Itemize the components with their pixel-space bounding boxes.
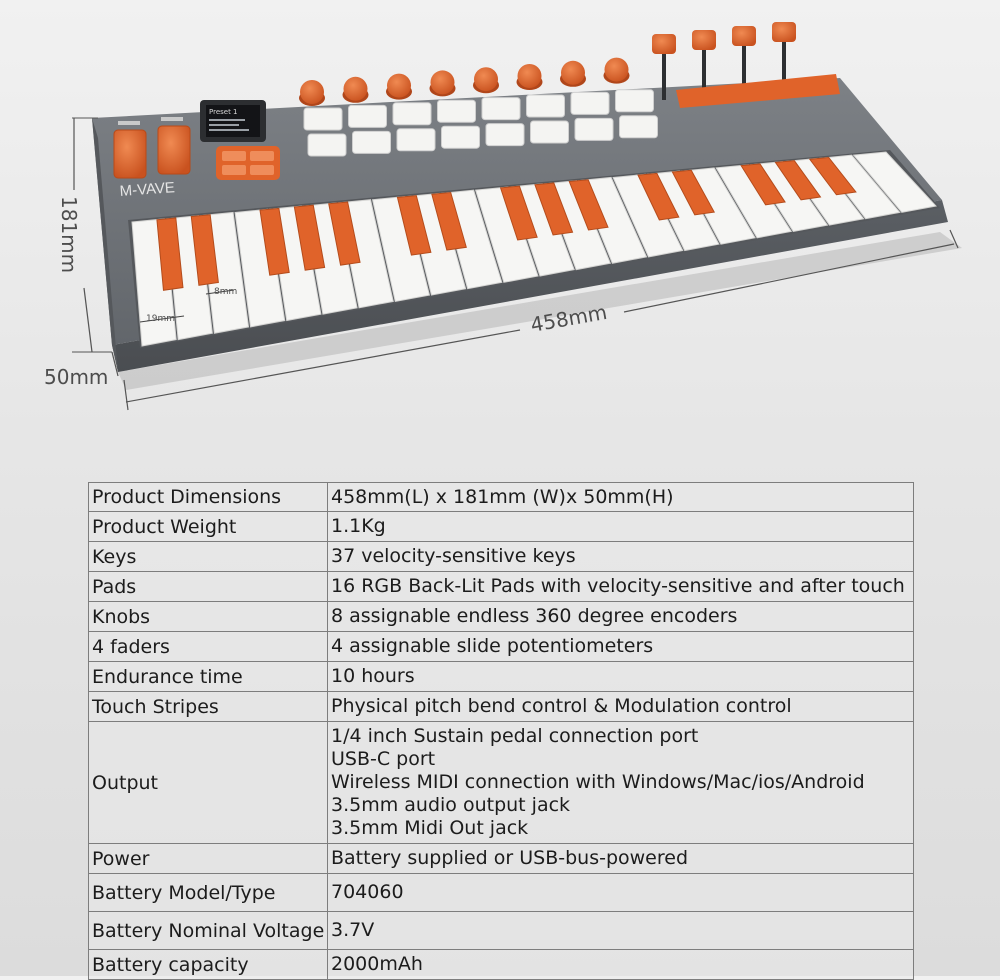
spec-row: [89, 602, 914, 632]
spec-label: Knobs: [89, 602, 328, 632]
fader-cap: [692, 30, 716, 50]
spec-value: [328, 602, 914, 632]
height-label: 181mm: [57, 196, 81, 274]
spec-value-line: 16 RGB Back-Lit Pads with velocity-sensitive and after touch: [331, 575, 905, 597]
encoder-knob: [387, 74, 411, 98]
spec-value-line: 3.7V: [331, 919, 375, 941]
spec-value-line: 1.1Kg: [331, 515, 386, 537]
spec-row: [89, 874, 914, 912]
spec-value-line: 2000mAh: [331, 953, 423, 975]
function-buttons: [216, 146, 280, 180]
encoder-knob: [431, 70, 455, 94]
spec-value-line: 1/4 inch Sustain pedal connection port: [331, 725, 699, 747]
spec-value-line: Physical pitch bend control & Modulation control: [331, 695, 792, 717]
spec-value-line: 37 velocity-sensitive keys: [331, 545, 576, 567]
white-key-width-label: 19mm: [146, 314, 175, 324]
spec-row: [89, 572, 914, 602]
drum-pad: [438, 100, 476, 122]
spec-value-line: Battery supplied or USB-bus-powered: [331, 847, 689, 869]
spec-label: Battery capacity: [89, 950, 328, 980]
encoder-knob: [300, 80, 324, 104]
encoder-knob: [474, 67, 498, 91]
spec-row: [89, 512, 914, 542]
spec-label: Touch Stripes: [89, 692, 328, 722]
spec-label: Keys: [89, 542, 328, 572]
spec-value-line: 704060: [331, 881, 404, 903]
drum-pad: [308, 134, 346, 156]
spec-label: Product Dimensions: [89, 483, 328, 512]
drum-pad: [482, 98, 520, 120]
spec-row: [89, 692, 914, 722]
spec-row: [89, 844, 914, 874]
spec-label: Power: [89, 844, 328, 874]
encoder-knob: [344, 77, 368, 101]
spec-label: Product Weight: [89, 512, 328, 542]
spec-value: [328, 722, 914, 844]
drum-pad: [527, 95, 565, 117]
display-preset-text: Preset 1: [209, 108, 238, 116]
spec-row: [89, 662, 914, 692]
spec-value-line: 10 hours: [331, 665, 415, 687]
drum-pad: [486, 124, 524, 146]
spec-value: [328, 572, 914, 602]
oled-display: [200, 100, 266, 142]
spec-value: [328, 912, 914, 950]
drum-pad: [616, 90, 654, 112]
spec-value: [328, 542, 914, 572]
m-vave-logo: M-VAVE: [119, 179, 176, 200]
specifications-table: [88, 482, 914, 980]
fader-cap: [772, 22, 796, 42]
depth-label: 50mm: [44, 365, 109, 389]
encoder-knob: [605, 58, 629, 82]
spec-row: [89, 542, 914, 572]
drum-pad: [349, 105, 387, 127]
dimension-depth: [44, 352, 118, 389]
spec-value: [328, 950, 914, 980]
spec-row: [89, 912, 914, 950]
spec-value-line: USB-C port: [331, 748, 436, 770]
spec-row: [89, 722, 914, 844]
spec-label: Endurance time: [89, 662, 328, 692]
spec-row: [89, 632, 914, 662]
spec-value-line: 3.5mm Midi Out jack: [331, 817, 529, 839]
length-label: 458mm: [528, 299, 609, 337]
spec-value: [328, 632, 914, 662]
drum-pad: [397, 129, 435, 151]
fader-cap: [732, 26, 756, 46]
spec-value: [328, 874, 914, 912]
drum-pad: [571, 92, 609, 114]
drum-pad: [531, 121, 569, 143]
spec-value-line: 458mm(L) x 181mm (W)x 50mm(H): [331, 485, 674, 508]
spec-value: [328, 844, 914, 874]
drum-pad: [620, 116, 658, 138]
spec-value: [328, 692, 914, 722]
spec-row: [89, 483, 914, 512]
drum-pad: [393, 103, 431, 125]
spec-value: [328, 662, 914, 692]
product-illustration: [0, 0, 1000, 470]
spec-value-line: 8 assignable endless 360 degree encoders: [331, 605, 738, 627]
spec-row: [89, 950, 914, 980]
fader-cap: [652, 34, 676, 54]
spec-value: [328, 512, 914, 542]
drum-pad: [353, 131, 391, 153]
encoder-knob: [518, 64, 542, 88]
encoder-knob: [561, 61, 585, 85]
drum-pad: [442, 126, 480, 148]
black-key-width-label: 8mm: [214, 287, 238, 297]
spec-label: Battery Nominal Voltage: [89, 912, 328, 950]
spec-label: Battery Model/Type: [89, 874, 328, 912]
drum-pad: [575, 118, 613, 140]
spec-label: 4 faders: [89, 632, 328, 662]
spec-label: Pads: [89, 572, 328, 602]
spec-label: Output: [89, 722, 328, 844]
spec-value: [328, 483, 914, 512]
spec-value-line: 3.5mm audio output jack: [331, 794, 571, 816]
drum-pad: [304, 108, 342, 130]
spec-value-line: Wireless MIDI connection with Windows/Mac/ios/Android: [331, 771, 865, 793]
spec-value-line: 4 assignable slide potentiometers: [331, 635, 654, 657]
